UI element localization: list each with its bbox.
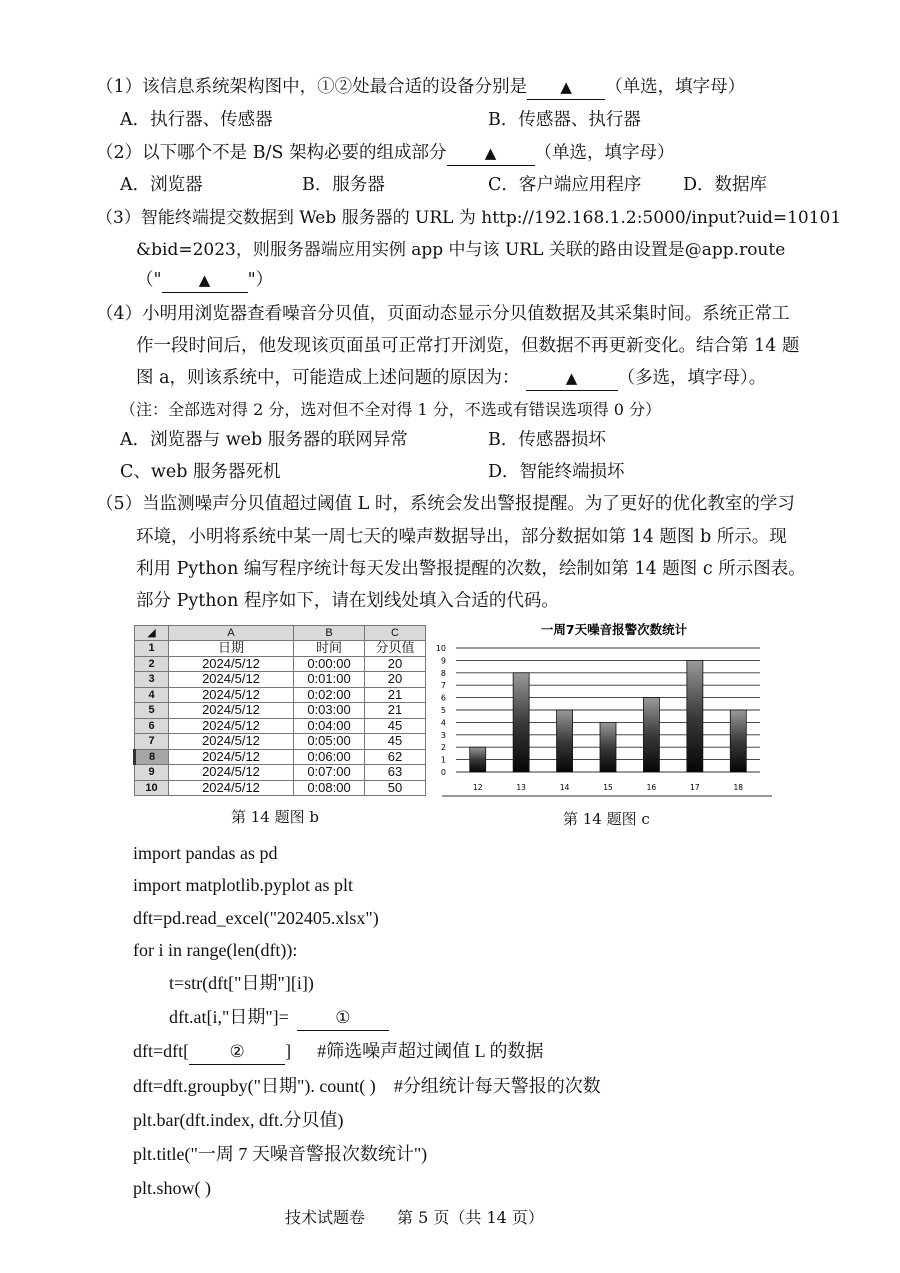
date-cell: 2024/5/12 bbox=[169, 780, 294, 796]
decibel-cell: 45 bbox=[365, 734, 426, 750]
q3-line-2: &bid=2023，则服务器端应用实例 app 中与该 URL 关联的路由设置是@app.route bbox=[136, 240, 786, 260]
decibel-cell: 45 bbox=[365, 718, 426, 734]
sheet-col-b: B bbox=[294, 626, 365, 641]
y-tick-label: 0 bbox=[440, 768, 446, 777]
time-cell: 0:08:00 bbox=[294, 780, 365, 796]
sheet-header-cell: 分贝值 bbox=[365, 641, 426, 657]
q4-tail: （多选，填字母）。 bbox=[617, 368, 767, 388]
y-tick-label: 5 bbox=[440, 706, 446, 715]
date-cell: 2024/5/12 bbox=[169, 765, 294, 781]
q1-option-a: A．执行器、传感器 bbox=[120, 110, 273, 130]
q5-line-1: （5）当监测噪声分贝值超过阈值 L 时，系统会发出警报提醒。为了更好的优化教室的学习 bbox=[96, 494, 795, 514]
blank-1-mark: ① bbox=[335, 1008, 351, 1027]
x-tick-label: 17 bbox=[690, 783, 700, 792]
bar-14 bbox=[557, 710, 573, 772]
q2-option-a: A．浏览器 bbox=[120, 175, 203, 195]
code-comment-filter: #筛选噪声超过阈值 L 的数据 bbox=[317, 1041, 544, 1061]
q2-stem bbox=[96, 141, 675, 166]
y-tick-label: 8 bbox=[440, 668, 446, 678]
code-line-5: t=str(dft["日期"][i]) bbox=[169, 973, 314, 993]
date-cell: 2024/5/12 bbox=[169, 734, 294, 750]
code-line-8 bbox=[133, 1074, 601, 1098]
q1-answer-blank[interactable] bbox=[527, 75, 605, 100]
x-tick-label: 13 bbox=[516, 783, 526, 792]
x-tick-label: 15 bbox=[603, 783, 613, 792]
time-cell: 0:03:00 bbox=[294, 703, 365, 719]
code-blank-1[interactable] bbox=[297, 1006, 389, 1031]
code-line-1: import pandas as pd bbox=[133, 843, 278, 863]
sheet-col-c: C bbox=[365, 626, 426, 641]
q2-option-d: D．数据库 bbox=[683, 175, 768, 195]
q5-line-4: 部分 Python 程序如下，请在划线处填入合适的代码。 bbox=[136, 591, 559, 611]
decibel-cell: 20 bbox=[365, 656, 426, 672]
q2-blank-mark: ▲ bbox=[484, 144, 497, 162]
code-line-9: plt.bar(dft.index, dft.分贝值) bbox=[133, 1110, 344, 1130]
q2-option-b: B．服务器 bbox=[302, 175, 385, 195]
x-tick-label: 18 bbox=[733, 783, 744, 792]
code-line-11: plt.show( ) bbox=[133, 1178, 211, 1198]
code-groupby: dft=dft.groupby("日期"). count( ) bbox=[133, 1076, 376, 1096]
q4-line-1: （4）小明用浏览器查看噪音分贝值，页面动态显示分贝值数据及其采集时间。系统正常工 bbox=[96, 304, 790, 324]
row-number: 7 bbox=[135, 734, 169, 750]
code-line-6 bbox=[169, 1005, 389, 1031]
bar-18 bbox=[730, 710, 746, 772]
time-cell: 0:05:00 bbox=[294, 734, 365, 750]
sheet-col-a: A bbox=[169, 626, 294, 641]
sheet-corner: ◢ bbox=[135, 626, 169, 641]
q4-text: 图 a，则该系统中，可能造成上述问题的原因为： bbox=[136, 368, 520, 388]
bar-15 bbox=[600, 722, 616, 772]
decibel-cell: 63 bbox=[365, 765, 426, 781]
spreadsheet-figure-b bbox=[133, 625, 426, 796]
decibel-cell: 20 bbox=[365, 672, 426, 688]
code-line-3: dft=pd.read_excel("202405.xlsx") bbox=[133, 908, 379, 928]
q3-line-3 bbox=[136, 268, 273, 293]
bar-17 bbox=[687, 660, 703, 772]
code-line-10: plt.title("一周 7 天噪音警报次数统计") bbox=[133, 1144, 428, 1164]
chart-title: 一周7天噪音报警次数统计 bbox=[540, 622, 688, 637]
sheet-row bbox=[135, 718, 426, 734]
q3-line-1: （3）智能终端提交数据到 Web 服务器的 URL 为 http://192.168.1.2:5000/input?uid=10101 bbox=[96, 208, 842, 228]
row-number: 1 bbox=[135, 641, 169, 657]
sheet-row bbox=[135, 656, 426, 672]
sheet-row bbox=[135, 765, 426, 781]
decibel-cell: 62 bbox=[365, 749, 426, 765]
time-cell: 0:06:00 bbox=[294, 749, 365, 765]
q2-option-c: C．客户端应用程序 bbox=[488, 175, 642, 195]
q4-option-a: A．浏览器与 web 服务器的联网异常 bbox=[120, 430, 408, 450]
code-bracket: ] bbox=[285, 1041, 292, 1061]
row-number: 5 bbox=[135, 703, 169, 719]
row-number: 4 bbox=[135, 687, 169, 703]
time-cell: 0:02:00 bbox=[294, 687, 365, 703]
time-cell: 0:00:00 bbox=[294, 656, 365, 672]
x-tick-label: 16 bbox=[646, 783, 657, 792]
q1-text: （1）该信息系统架构图中，①②处最合适的设备分别是 bbox=[96, 77, 528, 97]
figure-b-caption: 第 14 题图 b bbox=[231, 808, 319, 826]
q3-answer-blank[interactable] bbox=[162, 268, 248, 293]
date-cell: 2024/5/12 bbox=[169, 703, 294, 719]
sheet-row bbox=[135, 687, 426, 703]
code-assign: dft.at[i,"日期"]= bbox=[169, 1007, 289, 1027]
bar-chart-figure-c bbox=[432, 618, 772, 808]
q4-option-d: D．智能终端损坏 bbox=[488, 462, 625, 482]
q4-option-c: C、web 服务器死机 bbox=[120, 462, 281, 482]
y-tick-label: 9 bbox=[440, 656, 446, 666]
x-tick-label: 12 bbox=[472, 783, 483, 792]
row-number: 10 bbox=[135, 780, 169, 796]
bar-13 bbox=[513, 673, 529, 772]
row-number: 3 bbox=[135, 672, 169, 688]
q4-blank-mark: ▲ bbox=[565, 369, 578, 387]
code-comment-groupby: #分组统计每天警报的次数 bbox=[393, 1076, 601, 1096]
time-cell: 0:04:00 bbox=[294, 718, 365, 734]
y-tick-label: 6 bbox=[440, 693, 446, 703]
y-tick-label: 2 bbox=[440, 743, 446, 753]
sheet-row bbox=[135, 780, 426, 796]
row-number: 2 bbox=[135, 656, 169, 672]
sheet-row bbox=[135, 734, 426, 750]
date-cell: 2024/5/12 bbox=[169, 687, 294, 703]
y-tick-label: 3 bbox=[440, 730, 446, 740]
q3-blank-mark: ▲ bbox=[198, 271, 211, 289]
time-cell: 0:01:00 bbox=[294, 672, 365, 688]
row-number: 8 bbox=[135, 749, 169, 765]
q1-stem bbox=[96, 75, 745, 100]
bar-16 bbox=[643, 698, 659, 772]
y-tick-label: 1 bbox=[440, 755, 446, 765]
decibel-cell: 21 bbox=[365, 703, 426, 719]
q4-note: （注：全部选对得 2 分，选对但不全对得 1 分，不选或有错误选项得 0 分） bbox=[120, 400, 662, 419]
decibel-cell: 21 bbox=[365, 687, 426, 703]
q1-blank-mark: ▲ bbox=[560, 78, 572, 96]
q2-answer-blank[interactable] bbox=[447, 141, 535, 166]
y-tick-label: 4 bbox=[440, 718, 446, 728]
blank-2-mark: ② bbox=[229, 1042, 245, 1061]
q1-option-b: B．传感器、执行器 bbox=[488, 110, 641, 130]
q5-line-2: 环境，小明将系统中某一周七天的噪声数据导出，部分数据如第 14 题图 b 所示。现 bbox=[136, 527, 787, 547]
date-cell: 2024/5/12 bbox=[169, 656, 294, 672]
row-number: 6 bbox=[135, 718, 169, 734]
sheet-row bbox=[135, 672, 426, 688]
q4-line-2: 作一段时间后，他发现该页面虽可正常打开浏览，但数据不再更新变化。结合第 14 题 bbox=[136, 336, 800, 356]
q4-option-b: B．传感器损坏 bbox=[488, 430, 606, 450]
code-blank-2[interactable] bbox=[189, 1040, 285, 1065]
x-tick-label: 14 bbox=[559, 783, 570, 792]
code-line-7 bbox=[133, 1039, 543, 1065]
time-cell: 0:07:00 bbox=[294, 765, 365, 781]
sheet-header-cell: 时间 bbox=[294, 641, 365, 657]
q4-line-3 bbox=[136, 366, 766, 391]
y-tick-label: 7 bbox=[440, 681, 446, 691]
code-line-2: import matplotlib.pyplot as plt bbox=[133, 875, 353, 895]
q4-answer-blank[interactable] bbox=[526, 366, 618, 391]
date-cell: 2024/5/12 bbox=[169, 672, 294, 688]
sheet-row bbox=[135, 749, 426, 765]
code-line-4: for i in range(len(dft)): bbox=[133, 940, 298, 960]
decibel-cell: 50 bbox=[365, 780, 426, 796]
q3-close: "） bbox=[247, 270, 274, 290]
q2-tail: （单选，填字母） bbox=[534, 143, 675, 163]
page-footer: 技术试题卷 第 5 页（共 14 页） bbox=[285, 1208, 544, 1227]
sheet-header-row bbox=[135, 641, 426, 657]
q2-text: （2）以下哪个不是 B/S 架构必要的组成部分 bbox=[96, 143, 447, 163]
figure-c-caption: 第 14 题图 c bbox=[563, 810, 650, 828]
code-filter: dft=dft[ bbox=[133, 1041, 190, 1061]
row-number: 9 bbox=[135, 765, 169, 781]
bar-12 bbox=[470, 747, 486, 772]
sheet-header-cell: 日期 bbox=[169, 641, 294, 657]
q3-open: （" bbox=[136, 270, 162, 290]
y-tick-label: 10 bbox=[435, 644, 446, 653]
date-cell: 2024/5/12 bbox=[169, 718, 294, 734]
q5-line-3: 利用 Python 编写程序统计每天发出警报提醒的次数，绘制如第 14 题图 c 所示图表。 bbox=[136, 559, 806, 579]
q1-tail: （单选，填字母） bbox=[605, 77, 746, 97]
date-cell: 2024/5/12 bbox=[169, 749, 294, 765]
sheet-row bbox=[135, 703, 426, 719]
